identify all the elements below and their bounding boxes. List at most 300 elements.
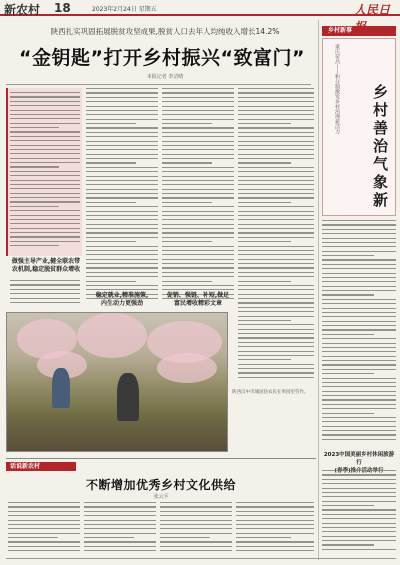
text-line [10,158,80,159]
text-line [162,276,234,277]
text-line [238,197,314,198]
text-line [238,202,291,203]
text-line [10,184,80,185]
text-line [8,550,80,551]
text-line [322,286,396,287]
sidebar-kicker: 重庆荣昌——积分制激发乡村治理新活力 [334,44,340,134]
text-line [162,281,212,282]
text-line [238,154,314,155]
text-line [322,544,374,545]
text-line [322,373,374,374]
text-line [236,550,314,551]
text-line [322,220,396,221]
text-line [162,180,234,181]
text-line [160,502,232,503]
text-line [322,255,374,256]
text-line [322,224,396,225]
text-line [322,268,396,269]
text-line [238,289,314,290]
footer-rule [6,558,396,559]
text-line [322,364,396,365]
text-line [86,167,158,168]
text-line [238,311,314,312]
text-line [238,337,314,338]
text-line [322,518,396,519]
text-line [86,88,158,89]
text-line [238,180,314,181]
text-line [322,251,396,252]
text-line [10,118,80,119]
text-column [84,502,156,556]
text-line [86,171,158,172]
text-line [10,289,80,290]
text-line [162,141,234,142]
section-subtitle: 稳定就业,精准施策, 内生动力更强劲 [95,292,149,307]
text-line [162,97,234,98]
text-line [162,136,234,137]
text-line [238,355,314,356]
text-line [322,281,396,282]
text-line [322,264,396,265]
text-line [322,369,396,370]
sidebar-bottom-title: 2023中国美丽乡村休闲旅游行 [323,452,395,466]
text-line [10,110,80,111]
text-line [322,312,396,313]
text-line [10,136,80,137]
text-line [322,404,396,405]
sidebar-section-label: 乡村新事 [322,26,396,36]
text-line [84,515,156,516]
text-line [238,342,314,343]
section-subtitle: 做强主导产业,健全联农带 农机制,稳定脱贫群众增收 [11,258,81,273]
text-line [8,506,80,507]
text-line [10,162,80,163]
text-line [86,132,158,133]
text-line [322,308,396,309]
text-line [10,131,80,132]
text-line [86,110,158,111]
text-line [86,123,136,124]
text-line [8,533,80,534]
second-section-label: 话说新农村 [6,462,76,471]
text-line [10,228,80,229]
text-line [322,273,396,274]
text-line [162,184,234,185]
text-line [238,254,314,255]
text-line [162,149,234,150]
text-line [8,502,80,503]
divider [6,458,316,459]
text-line [86,202,136,203]
text-line [86,176,158,177]
publication-date: 2023年2月24日 星期五 [92,6,157,13]
text-line [160,520,232,521]
text-line [10,153,80,154]
text-line [238,346,314,347]
text-line [86,246,158,247]
text-line [322,413,374,414]
text-line [8,528,80,529]
photo-caption: 陕西汉中市城固县农民在果园里劳作。 [232,390,309,395]
text-line [238,368,314,369]
farmer-figure [117,373,139,421]
text-line [86,215,158,216]
text-line [322,325,396,326]
text-line [162,101,234,102]
text-line [322,246,396,247]
text-column [160,502,232,556]
text-line [236,546,314,547]
text-line [162,158,234,159]
text-line [10,197,80,198]
text-line [162,289,234,290]
text-line [10,123,80,124]
text-line [238,193,314,194]
text-line [162,110,234,111]
text-line [86,136,158,137]
text-line [322,501,396,502]
text-line [86,267,158,268]
text-line [322,426,396,427]
text-line [86,162,136,163]
text-line [236,515,314,516]
text-line [238,316,314,317]
text-line [162,88,234,89]
masthead [0,0,400,16]
text-line [10,105,80,106]
text-line [238,136,314,137]
text-line [162,127,234,128]
text-line [322,488,396,489]
text-line [86,237,158,238]
text-line [238,88,314,89]
text-line [236,533,314,534]
text-column [162,88,234,308]
text-line [322,408,396,409]
text-line [238,285,314,286]
text-line [10,180,80,181]
text-line [86,211,158,212]
text-line [162,154,234,155]
text-line [238,110,314,111]
text-line [322,430,396,431]
text-column [10,92,80,252]
text-line [238,294,314,295]
text-line [322,351,396,352]
text-line [162,145,234,146]
text-line [238,333,314,334]
text-line [86,119,158,120]
text-line [162,176,234,177]
text-line [86,145,158,146]
text-line [236,506,314,507]
text-line [10,298,80,299]
text-line [162,119,234,120]
text-line [160,506,232,507]
text-line [84,533,156,534]
text-line [238,141,314,142]
sidebar-title: 乡村善治气象新 [371,84,389,210]
text-line [238,359,291,360]
text-line [86,224,158,225]
lead-byline: 本报记者 李洁晴 [146,74,184,80]
text-line [238,97,314,98]
text-line [10,241,80,242]
text-line [238,176,314,177]
text-line [162,267,234,268]
text-line [86,272,158,273]
text-line [84,524,156,525]
lead-subhead: 陕西扎实巩固拓展脱贫攻坚成果,脱贫人口去年人均纯收入增长14.2% [50,27,280,36]
text-line [162,224,234,225]
text-line [162,206,234,207]
text-line [162,167,234,168]
text-line [322,505,374,506]
text-line [162,114,234,115]
text-line [8,546,80,547]
text-line [10,114,80,115]
text-line [238,241,291,242]
text-line [10,245,59,246]
text-line [322,238,396,239]
text-line [160,524,232,525]
text-line [162,219,234,220]
text-line [86,197,158,198]
text-line [162,123,212,124]
text-line [236,537,291,538]
text-line [10,284,80,285]
text-line [238,377,314,378]
text-line [322,329,396,330]
news-photo [6,312,228,452]
text-line [238,158,314,159]
text-line [322,316,396,317]
text-line [236,541,314,542]
text-line [10,149,80,150]
text-line [322,356,396,357]
text-line [322,338,396,339]
text-line [86,154,158,155]
text-line [10,127,59,128]
text-line [238,211,314,212]
text-line [238,184,314,185]
text-line [322,479,396,480]
text-line [236,528,314,529]
text-line [322,277,396,278]
text-line [238,320,291,321]
text-line [238,162,291,163]
text-line [8,541,80,542]
text-line [238,351,314,352]
text-line [8,511,80,512]
text-line [86,289,158,290]
text-line [84,541,156,542]
text-line [86,184,158,185]
newspaper-logo: 人民日 [354,3,391,17]
text-line [238,259,314,260]
text-line [322,514,396,515]
text-line [322,229,396,230]
text-line [84,511,156,512]
text-line [10,206,59,207]
text-line [86,263,158,264]
text-line [236,511,314,512]
text-line [238,307,314,308]
text-line [160,533,232,534]
text-line [322,395,396,396]
text-line [322,439,396,440]
text-line [86,259,158,260]
text-line [238,114,314,115]
text-line [322,523,396,524]
text-line [238,364,314,365]
text-line [238,127,314,128]
text-line [86,141,158,142]
text-line [238,92,314,93]
text-line [322,303,396,304]
text-line [238,119,314,120]
text-line [238,372,314,373]
text-line [86,106,158,107]
text-line [10,210,80,211]
section-name: 新农村 [4,3,41,17]
text-line [86,228,158,229]
text-line [322,321,396,322]
lead-headline: “金钥匙”打开乡村振兴“致富门” [19,47,305,69]
text-line [162,92,234,93]
page-number: 18 [54,1,71,15]
text-line [322,360,396,361]
section-subtitle: 促销、强链、补短,做足 富民增收精彩文章 [166,292,230,307]
text-line [10,223,80,224]
text-line [322,470,396,471]
text-line [10,193,80,194]
text-line [322,386,396,387]
text-line [162,197,234,198]
text-line [162,272,234,273]
text-line [86,114,158,115]
text-line [322,417,396,418]
text-line [322,242,396,243]
text-line [160,546,232,547]
text-line [10,96,80,97]
text-line [10,293,80,294]
text-column [238,88,314,383]
text-line [10,201,80,202]
text-line [10,145,80,146]
text-line [238,101,314,102]
text-line [322,382,396,383]
text-line [10,171,80,172]
text-line [322,434,396,435]
text-line [238,167,314,168]
text-line [86,92,158,93]
text-line [238,228,314,229]
text-line [322,421,396,422]
text-line [10,188,80,189]
text-line [322,536,396,537]
text-line [162,132,234,133]
text-line [322,496,396,497]
text-line [322,549,396,550]
text-line [238,324,314,325]
text-line [162,171,234,172]
text-line [86,219,158,220]
text-line [10,232,80,233]
text-line [84,537,134,538]
text-line [322,290,396,291]
text-column [322,470,396,554]
text-line [162,285,234,286]
text-line [8,520,80,521]
text-line [322,527,396,528]
text-line [238,302,314,303]
text-line [238,132,314,133]
text-line [162,254,234,255]
text-line [10,236,80,237]
text-line [162,246,234,247]
text-line [322,492,396,493]
text-line [86,193,158,194]
text-line [322,509,396,510]
text-line [86,281,136,282]
text-line [162,259,234,260]
text-line [238,298,314,299]
text-line [160,528,232,529]
text-line [160,537,210,538]
text-line [322,540,396,541]
text-line [238,276,314,277]
text-line [162,106,234,107]
text-line [238,123,291,124]
text-line [10,219,80,220]
text-line [238,145,314,146]
text-line [86,276,158,277]
text-line [84,506,156,507]
text-line [86,180,158,181]
text-line [238,246,314,247]
text-line [322,483,396,484]
text-line [236,520,314,521]
text-column [8,502,80,556]
text-line [322,474,396,475]
text-line [238,215,314,216]
text-line [162,228,234,229]
text-line [238,106,314,107]
text-line [238,267,314,268]
text-line [86,158,158,159]
text-line [322,233,396,234]
text-line [238,329,314,330]
text-line [162,250,234,251]
text-line [322,378,396,379]
text-line [322,259,396,260]
text-line [86,206,158,207]
text-line [86,241,136,242]
text-line [238,237,314,238]
text-line [322,334,374,335]
text-line [236,502,314,503]
text-line [162,162,212,163]
text-line [238,250,314,251]
second-headline: 不断增加优秀乡村文化供给 [85,478,236,492]
text-line [162,202,212,203]
divider [6,84,311,85]
text-line [162,189,234,190]
text-line [162,241,212,242]
text-line [238,149,314,150]
text-line [238,224,314,225]
